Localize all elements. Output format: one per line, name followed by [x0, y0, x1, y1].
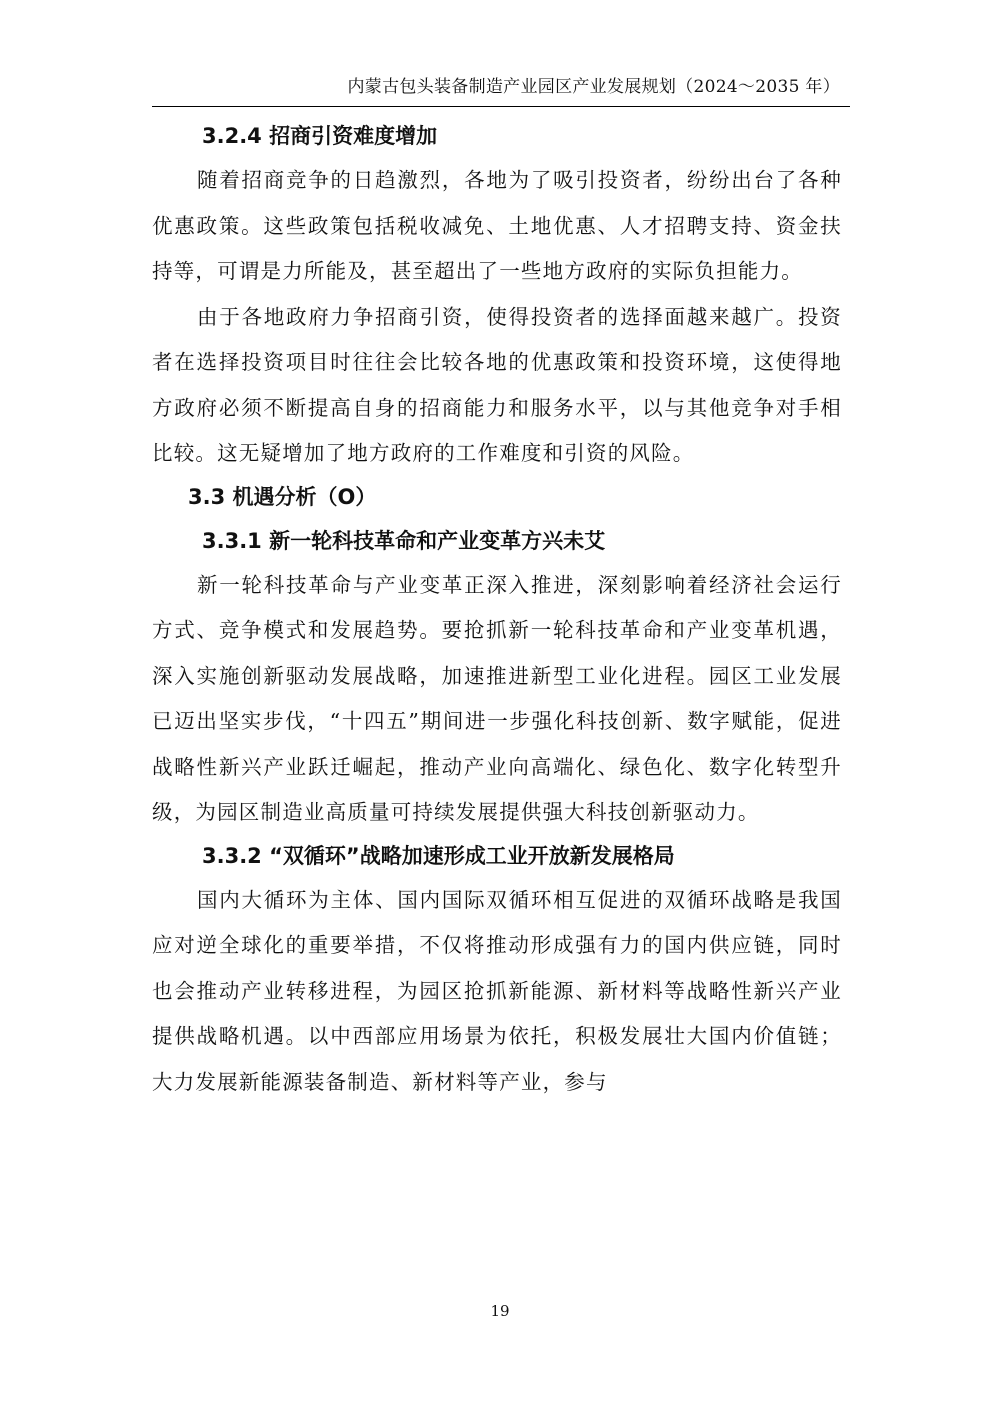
paragraph: 由于各地政府力争招商引资，使得投资者的选择面越来越广。投资者在选择投资项目时往往会比较各地的优惠政策和投资环境，这使得地方政府必须不断提高自身的招商能力和服务水平，以与其他竞争对手相比较。这无疑增加了地方政府的工作难度和引资的风险。: [152, 304, 842, 465]
page-number: 19: [490, 1302, 510, 1320]
document-body: [152, 116, 842, 1105]
paragraph: 国内大循环为主体、国内国际双循环相互促进的双循环战略是我国应对逆全球化的重要举措，不仅将推动形成强有力的国内供应链，同时也会推动产业转移进程，为园区抢抓新能源、新材料等战略性新兴产业提供战略机遇。以中西部应用场景为依托，积极发展壮大国内价值链；大力发展新能源装备制造、新材料等产业，参与: [152, 887, 842, 1094]
section-heading-3-3-2: 3.3.2 “双循环”战略加速形成工业开放新发展格局: [202, 843, 675, 868]
page-header: [152, 70, 850, 107]
section-heading-3-2-4: 3.2.4 招商引资难度增加: [202, 124, 438, 148]
header-title: 内蒙古包头装备制造产业园区产业发展规划（2024～2035 年）: [347, 77, 840, 97]
section-heading-3-3: 3.3 机遇分析（O）: [188, 484, 377, 509]
paragraph: 新一轮科技革命与产业变革正深入推进，深刻影响着经济社会运行方式、竞争模式和发展趋势。要抢抓新一轮科技革命和产业变革机遇，深入实施创新驱动发展战略，加速推进新型工业化进程。园区工业发展已迈出坚实步伐，“十四五”期间进一步强化科技创新、数字赋能，促进战略性新兴产业跃迁崛起，推动产业向高端化、绿色化、数字化转型升级，为园区制造业高质量可持续发展提供强大科技创新驱动力。: [152, 572, 842, 824]
section-heading-3-3-1: 3.3.1 新一轮科技革命和产业变革方兴未艾: [202, 528, 606, 553]
paragraph: 随着招商竞争的日趋激烈，各地为了吸引投资者，纷纷出台了各种优惠政策。这些政策包括税收减免、土地优惠、人才招聘支持、资金扶持等，可谓是力所能及，甚至超出了一些地方政府的实际负担能力。: [152, 168, 842, 283]
